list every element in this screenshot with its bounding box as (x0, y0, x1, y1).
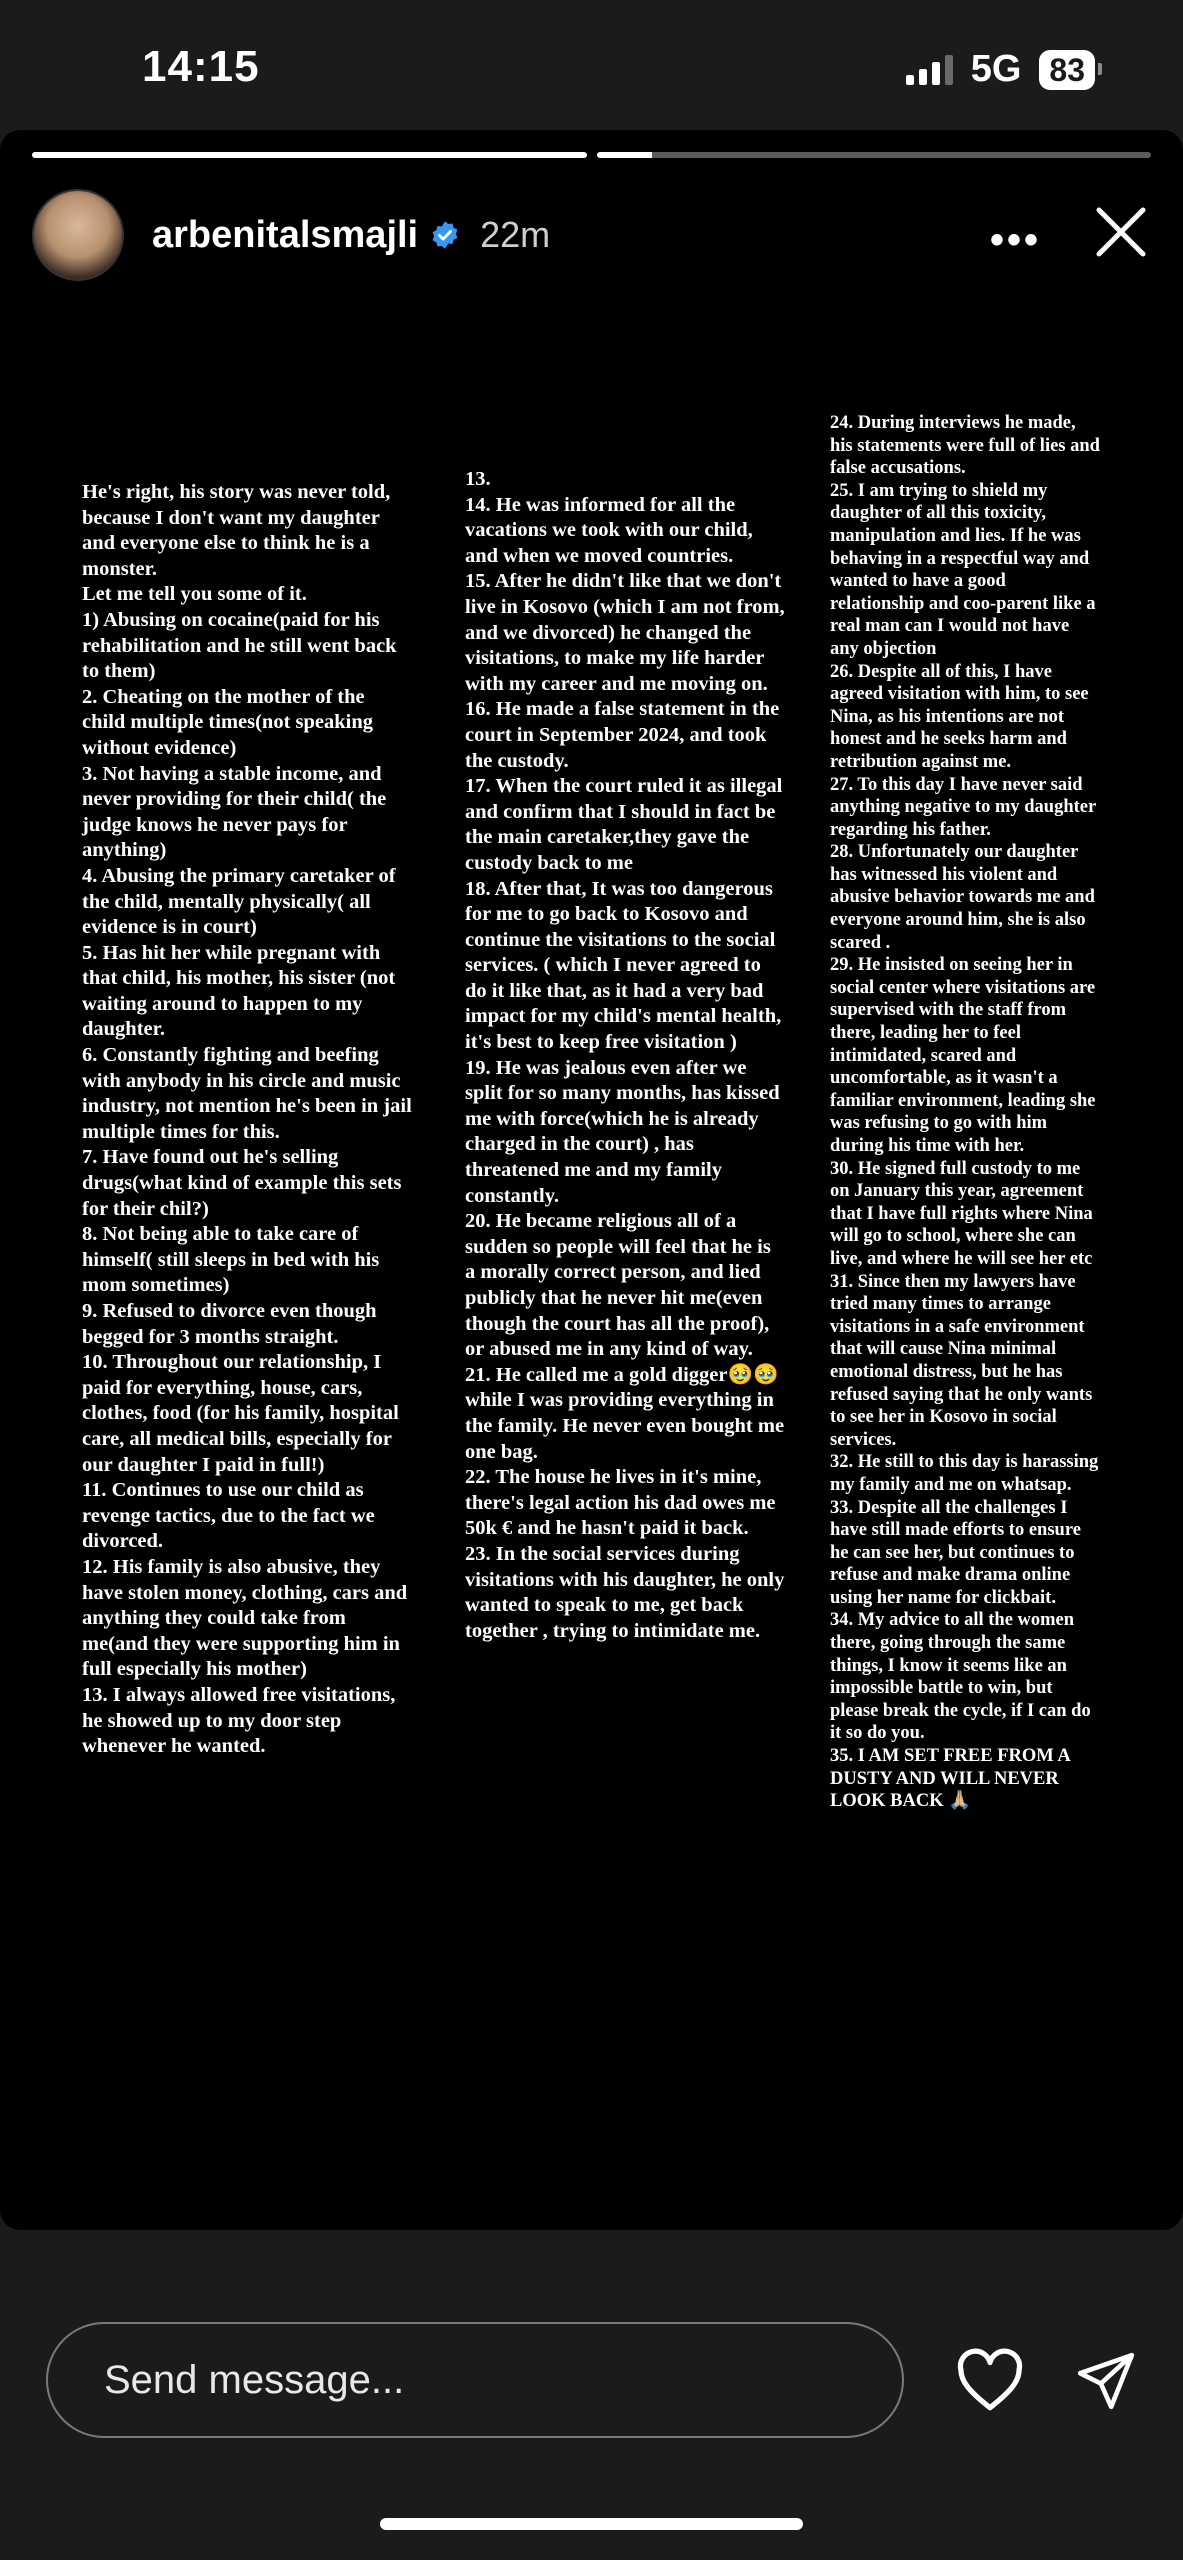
network-type: 5G (970, 48, 1022, 90)
story-text (0, 280, 1183, 2230)
send-icon[interactable] (1075, 2350, 1137, 2412)
progress-segment (597, 152, 1152, 158)
battery-icon: 83 (1039, 50, 1095, 90)
story-progress (32, 152, 1151, 158)
signal-icon (906, 55, 953, 85)
more-options-button[interactable]: ••• (989, 218, 1041, 262)
status-indicators (906, 48, 1095, 91)
close-icon[interactable] (1091, 202, 1151, 262)
story-text-column-2: 13. 14. He was informed for all the vacations we took with our child, and when we moved countries. 15. After he didn't like that we don't live in Kosovo (which I am not from, and we divorced) he changed the visitations, to make my life harder with my career and me moving on. 16. He made a false statement in the court in September 2024, and took the custody. 17. When the court ruled it as illegal and confirm that I should in fact be the main caretaker,they gave the custody back to me 18. After that, It was too dangerous for me to go back to Kosovo and continue the visitations to the social services. ( which I never agreed to do it like that, as it had a very bad impact for my child's mental health, it's best to keep free visitation ) 19. He was jealous even after we split for so many months, has kissed me with force(which he is already charged in the court) , has threatened me and my family constantly. 20. He became religious all of a sudden so people will feel that he is a morally correct person, and lied publicly that he never hit me(even though the court has all the proof), or abused me in any kind of way. 21. He called me a gold digger🥹🥹 while I was providing everything in the family. He never even bought me one bag. 22. The house he lives in it's mine, there's legal action his dad owes me 50k € and he hasn't paid it back. 23. In the social services during visitations with his daughter, he only wanted to speak to me, get back together , trying to intimidate me. (465, 468, 785, 1642)
home-indicator[interactable] (380, 2518, 803, 2530)
heart-icon[interactable] (955, 2348, 1025, 2412)
message-placeholder: Send message... (104, 2357, 405, 2402)
story-text-column-3: 24. During interviews he made, his statements were full of lies and false accusations. 25. I am trying to shield my daughter of all this toxicity, manipulation and lies. If he was behaving in a respectful way and wanted to have a good relationship and coo-parent like a real man can I would not have any objection 26. Despite all of this, I have agreed visitation with him, to see Nina, as his intentions are not honest and he seeks harm and retribution against me. 27. To this day I have never said anything negative to my daughter regarding his father. 28. Unfortunately our daughter has witnessed his violent and abusive behavior towards me and everyone around him, she is also scared . 29. He insisted on seeing her in social center where visitations are supervised with the staff from there, leading her to feel intimidated, scared and uncomfortable, as it wasn't a familiar environment, leading she was refusing to go with him during his time with her. 30. He signed full custody to me on January this year, agreement that I have full rights where Nina will go to school, where she can live, and where he will see her etc 31. Since then my lawyers have tried many times to arrange visitations in a safe environment that will cause Nina minimal emotional distress, but he has refused saying that he only wants to see her in Kosovo in social services. 32. He still to this day is harassing my family and me on whatsap. 33. Despite all the challenges I have still made efforts to ensure he can see her, but continues to refuse and make drama online using her name for clickbait. 34. My advice to all the women there, going through the same things, I know it seems like an impossible battle to win, but please break the cycle, if I can do it so do you. 35. I AM SET FREE FROM A DUSTY AND WILL NEVER LOOK BACK 🙏🏼 (830, 413, 1100, 1812)
avatar[interactable] (32, 189, 124, 281)
verified-badge-icon (430, 220, 460, 250)
story-viewer[interactable] (0, 130, 1183, 2230)
progress-segment (32, 152, 587, 158)
status-time: 14:15 (142, 42, 260, 91)
post-time: 22m (480, 214, 551, 255)
story-header (32, 180, 1151, 290)
username[interactable]: arbenitalsmajli (152, 213, 419, 256)
story-text-column-1: He's right, his story was never told, because I don't want my daughter and everyone else to think he is a monster. Let me tell you some of it. 1) Abusing on cocaine(paid for his rehabilitation and he still went back to them) 2. Cheating on the mother of the child multiple times(not speaking without evidence) 3. Not having a stable income, and never providing for their child( the judge knows he never pays for anything) 4. Abusing the primary caretaker of the child, mentally physically( all evidence is in court) 5. Has hit her while pregnant with that child, his mother, his sister (not waiting around to happen to my daughter. 6. Constantly fighting and beefing with anybody in his circle and music industry, not mention he's been in jail multiple times for this. 7. Have found out he's selling drugs(what kind of example this sets for their chil?) 8. Not being able to take care of himself( still sleeps in bed with his mom sometimes) 9. Refused to divorce even though begged for 3 months straight. 10. Throughout our relationship, I paid for everything, house, cars, clothes, food (for his family, hospital care, all medical bills, especially for our daughter I paid in full!) 11. Continues to use our child as revenge tactics, due to the fact we divorced. 12. His family is also abusive, they have stolen money, clothing, cars and anything they could take from me(and they were supporting him in full especially his mother) 13. I always allowed free visitations, he showed up to my door step whenever he wanted. (82, 481, 412, 1758)
message-input[interactable] (46, 2322, 904, 2438)
